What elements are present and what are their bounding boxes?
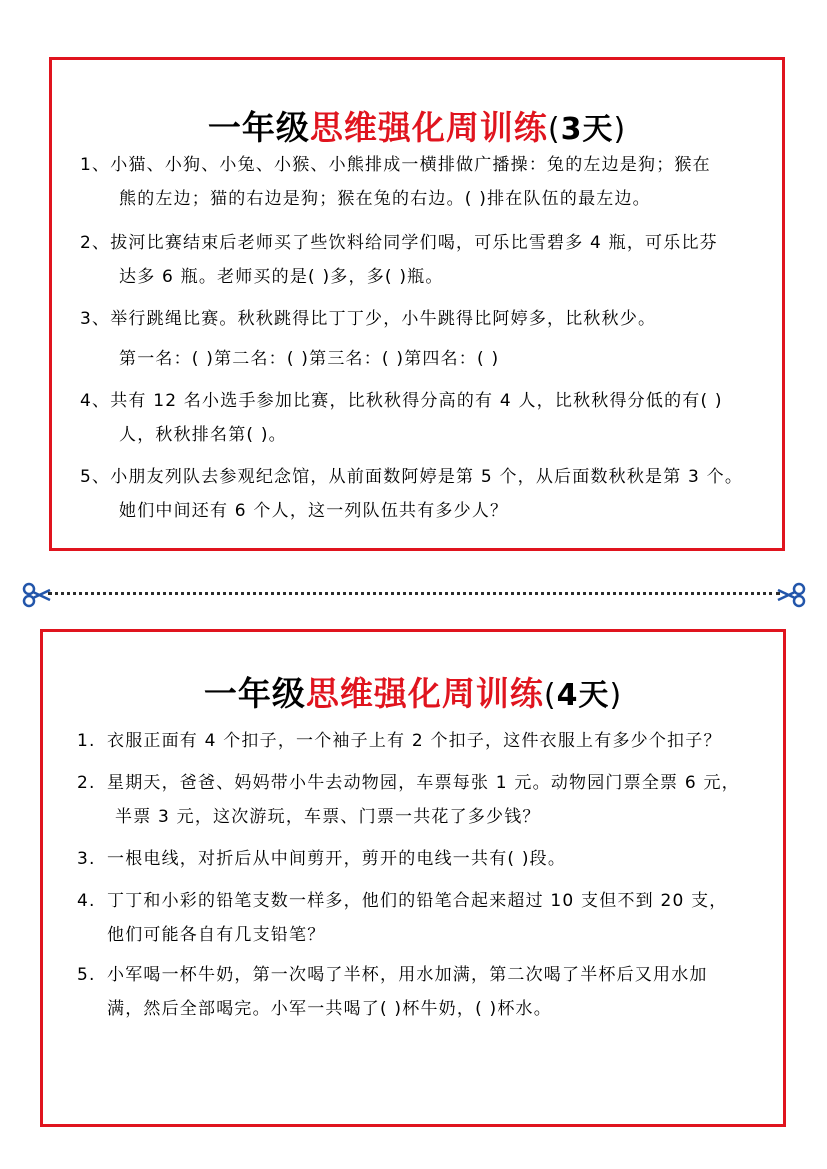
worksheet-title-day3 [52, 102, 782, 149]
question-5 [77, 958, 708, 1026]
question-line: 4、共有 12 名小选手参加比赛，比秋秋得分高的有 4 人，比秋秋得分低的有( ) [80, 391, 723, 411]
worksheet-title-day4 [43, 668, 783, 715]
question-line: 3、举行跳绳比赛。秋秋跳得比丁丁少，小牛跳得比阿婷多，比秋秋少。 [80, 309, 657, 329]
question-number: 1. [77, 731, 96, 751]
question-4 [77, 884, 727, 952]
question-5 [80, 460, 743, 528]
title-grade: 一年级 [207, 108, 310, 147]
scissors-icon [776, 580, 806, 610]
question-number: 5. [77, 965, 96, 985]
worksheet-day3-panel [49, 57, 785, 551]
question-number: 4. [77, 891, 96, 911]
question-number: 3. [77, 849, 96, 869]
question-line: 丁丁和小彩的铅笔支数一样多，他们的铅笔合起来超过 10 支但不到 20 支， [107, 891, 728, 911]
title-grade: 一年级 [203, 674, 306, 713]
question-line: 星期天，爸爸、妈妈带小牛去动物园，车票每张 1 元。动物园门票全票 6 元， [107, 773, 740, 793]
question-line: 半票 3 元，这次游玩，车票、门票一共花了多少钱？ [115, 807, 541, 827]
title-topic: 思维强化周训练 [305, 674, 544, 713]
title-day: 3天 [560, 112, 614, 147]
question-line: 2、拔河比赛结束后老师买了些饮料给同学们喝，可乐比雪碧多 4 瓶，可乐比芬 [80, 233, 718, 253]
question-line: 满，然后全部喝完。小军一共喝了( )杯牛奶，( )杯水。 [107, 999, 552, 1019]
question-1 [80, 148, 711, 216]
question-line: 熊的左边；猫的右边是狗；猴在兔的右边。( )排在队伍的最左边。 [119, 189, 651, 209]
title-paren-open: ( [543, 678, 557, 713]
worksheet-day4-panel [40, 629, 786, 1127]
question-line: 衣服正面有 4 个扣子，一个袖子上有 2 个扣子，这件衣服上有多少个扣子？ [107, 731, 722, 751]
question-line: 1、小猫、小狗、小兔、小猴、小熊排成一横排做广播操：兔的左边是狗；猴在 [80, 155, 711, 175]
title-day: 4天 [556, 678, 610, 713]
question-line: 人，秋秋排名第( )。 [119, 425, 287, 445]
question-line: 第一名：( )第二名：( )第三名：( )第四名：( ) [119, 349, 500, 369]
question-line: 一根电线，对折后从中间剪开，剪开的电线一共有( )段。 [107, 849, 567, 869]
question-3 [77, 842, 566, 876]
scissors-icon [22, 580, 52, 610]
title-paren-close: ) [609, 678, 623, 713]
question-line: 小军喝一杯牛奶，第一次喝了半杯，用水加满，第二次喝了半杯后又用水加 [107, 965, 708, 985]
title-paren-close: ) [613, 112, 627, 147]
title-paren-open: ( [547, 112, 561, 147]
question-line: 达多 6 瓶。老师买的是( )多，多( )瓶。 [119, 267, 444, 287]
question-2 [80, 226, 718, 294]
question-number: 2. [77, 773, 96, 793]
question-1 [77, 724, 722, 758]
cut-line [48, 592, 780, 595]
title-topic: 思维强化周训练 [309, 108, 548, 147]
question-4 [80, 384, 723, 452]
question-2 [77, 766, 740, 834]
question-3 [80, 302, 656, 376]
question-line: 5、小朋友列队去参观纪念馆，从前面数阿婷是第 5 个，从后面数秋秋是第 3 个。 [80, 467, 744, 487]
question-line: 她们中间还有 6 个人，这一列队伍共有多少人？ [119, 501, 509, 521]
question-line: 他们可能各自有几支铅笔？ [107, 925, 326, 945]
